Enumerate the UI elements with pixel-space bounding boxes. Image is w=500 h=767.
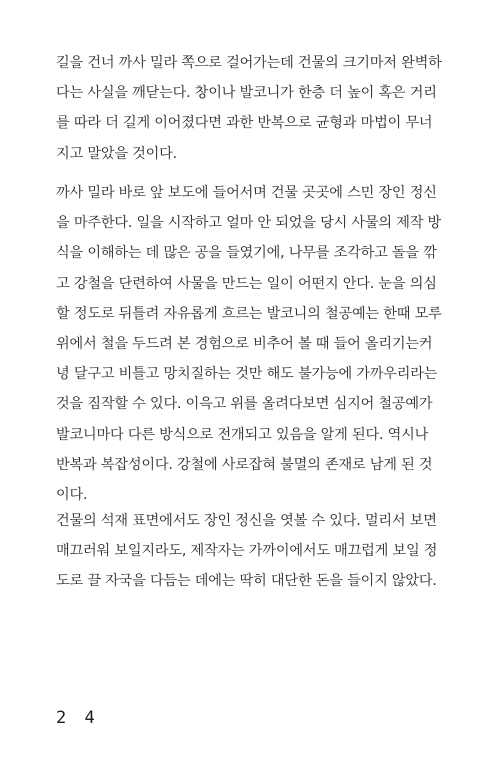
paragraph-1 [56, 48, 466, 169]
text-line: 위에서 철을 두드려 본 경험으로 비추어 볼 때 들어 올리기는커 [56, 335, 433, 352]
text-line: 지고 말았을 것이다. [56, 145, 177, 162]
text-line: 반복과 복잡성이다. 강철에 사로잡혀 불멸의 존재로 남게 된 것 [56, 456, 433, 473]
text-line: 를 따라 더 길게 이어졌다면 과한 반복으로 균형과 마법이 무너 [56, 115, 433, 132]
text-line: 까사 밀라 바로 앞 보도에 들어서며 건물 곳곳에 스민 장인 정신 [56, 185, 437, 201]
text-line: 녕 달구고 비틀고 망치질하는 것만 해도 불가능에 가까우리라는 [56, 366, 438, 383]
text-line: 할 정도로 뒤틀려 자유롭게 흐르는 발코니의 철공예는 한때 모루 [56, 305, 442, 322]
text-line: 고 강철을 단련하여 사물을 만드는 일이 어떤지 안다. 눈을 의심 [56, 275, 437, 292]
text-line: 식을 이해하는 데 많은 공을 들였기에, 나무를 조각하고 돌을 깎 [56, 245, 437, 262]
text-line: 것을 짐작할 수 있다. 이윽고 위를 올려다보면 심지어 철공예가 [56, 396, 433, 413]
text-line: 을 마주한다. 일을 시작하고 얼마 안 되었을 당시 사물의 제작 방 [56, 215, 442, 232]
text-line: 다는 사실을 깨닫는다. 창이나 발코니가 한층 더 높이 혹은 거리 [56, 85, 437, 102]
page-number: 2 4 [56, 708, 99, 728]
text-line: 길을 건너 까사 밀라 쪽으로 걸어가는데 건물의 크기마저 완벽하 [56, 55, 442, 71]
text-line: 이다. [56, 486, 88, 503]
paragraph-3 [56, 506, 466, 597]
paragraph-2 [56, 178, 466, 510]
text-line: 건물의 석재 표면에서도 장인 정신을 엿볼 수 있다. 멀리서 보면 [56, 513, 437, 529]
text-line: 도로 끌 자국을 다듬는 데에는 딱히 대단한 돈을 들이지 않았다. [56, 573, 437, 590]
text-line: 발코니마다 다른 방식으로 전개되고 있음을 알게 된다. 역시나 [56, 426, 429, 443]
text-line: 매끄러워 보일지라도, 제작자는 가까이에서도 매끄럽게 보일 정 [56, 543, 438, 560]
